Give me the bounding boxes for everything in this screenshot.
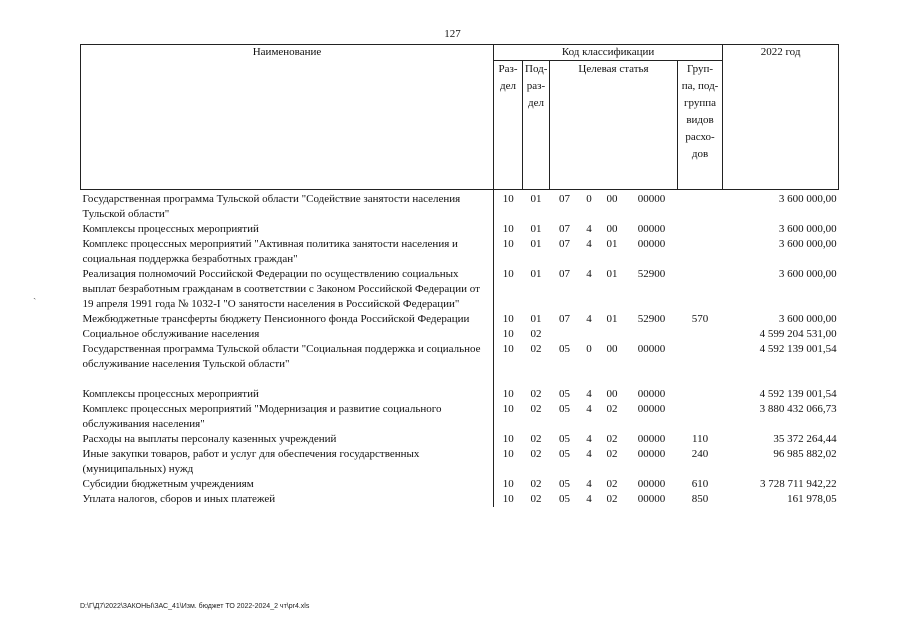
header-target-item: Целевая статья	[550, 61, 678, 190]
row-amount: 4 592 139 001,54	[759, 388, 837, 400]
row-target-program: 07	[559, 223, 570, 235]
row-target-type: 4	[586, 238, 592, 250]
row-target-program: 07	[559, 313, 570, 325]
row-subsection: 02	[530, 478, 542, 490]
row-section: 10	[502, 313, 514, 325]
row-subsection: 02	[530, 388, 542, 400]
row-name: Расходы на выплаты персоналу казенных учреждений	[81, 432, 494, 447]
row-subsection: 02	[530, 403, 542, 415]
row-target-type: 4	[586, 268, 592, 280]
row-target-direction: 52900	[637, 268, 666, 280]
row-target-group: 02	[606, 448, 618, 460]
row-expense-group	[678, 402, 723, 432]
row-target-type: 4	[586, 493, 592, 505]
row-target-type: 4	[586, 448, 592, 460]
row-name: Комплексы процессных мероприятий	[81, 222, 494, 237]
table-row	[81, 327, 839, 342]
row-subsection: 02	[530, 448, 542, 460]
row-target-group: 02	[606, 433, 618, 445]
row-expense-group	[678, 387, 723, 402]
table-row	[81, 402, 839, 432]
table-row	[81, 267, 839, 312]
table-row	[81, 387, 839, 402]
page-number: 127	[444, 28, 461, 40]
stray-mark: ˏ	[33, 289, 37, 300]
row-name: Государственная программа Тульской области "Содействие занятости населения Тульской области"	[81, 190, 494, 223]
row-section: 10	[502, 448, 514, 460]
header-expense-group: Груп- па, под- группа видов расхо- дов	[678, 61, 723, 190]
row-target-type: 0	[586, 343, 592, 355]
row-target-direction: 00000	[637, 493, 666, 505]
row-target-direction: 00000	[637, 343, 666, 355]
row-target-program: 05	[559, 493, 570, 505]
table-row	[81, 477, 839, 492]
table-row	[81, 312, 839, 327]
row-target-program: 07	[559, 193, 570, 205]
row-section: 10	[502, 223, 514, 235]
row-section: 10	[502, 478, 514, 490]
row-target-group: 01	[606, 268, 618, 280]
row-target-direction: 00000	[637, 448, 666, 460]
row-target-group: 02	[606, 478, 618, 490]
row-amount: 3 880 432 066,73	[759, 403, 837, 415]
row-target-type: 4	[586, 433, 592, 445]
row-expense-group: 240	[691, 448, 709, 460]
row-amount: 3 600 000,00	[778, 268, 837, 280]
row-name: Реализация полномочий Российской Федерации по осуществлению социальных выплат безработным гражданам в соответствии с Законом Российской Федерации от 19 апреля 1991 года № 1032-I "О занятости населения в Российской Федерации"	[81, 267, 494, 312]
row-target-program: 07	[559, 238, 570, 250]
table-row	[81, 492, 839, 507]
header-year: 2022 год	[723, 45, 839, 190]
row-target-program: 05	[559, 433, 570, 445]
row-target-direction: 00000	[637, 478, 666, 490]
row-target-group: 02	[606, 403, 618, 415]
row-target-direction: 52900	[637, 313, 666, 325]
row-name: Уплата налогов, сборов и иных платежей	[81, 492, 494, 507]
row-target-direction: 00000	[637, 223, 666, 235]
row-section: 10	[502, 403, 514, 415]
row-subsection: 02	[530, 493, 542, 505]
row-subsection: 01	[530, 193, 542, 205]
row-expense-group	[678, 222, 723, 237]
row-target-direction: 00000	[637, 388, 666, 400]
row-target-group: 00	[606, 193, 618, 205]
table-row	[81, 432, 839, 447]
table-row	[81, 447, 839, 477]
row-section: 10	[502, 238, 514, 250]
row-subsection: 01	[530, 268, 542, 280]
row-expense-group	[678, 190, 723, 223]
row-target-group: 02	[606, 493, 618, 505]
row-section: 10	[502, 388, 514, 400]
row-amount: 35 372 264,44	[773, 433, 837, 445]
row-target-program: 07	[559, 268, 570, 280]
row-section: 10	[502, 328, 514, 340]
row-subsection: 02	[530, 433, 542, 445]
row-name: Комплексы процессных мероприятий	[81, 387, 494, 402]
spacer-row	[81, 372, 839, 387]
header-name: Наименование	[81, 45, 494, 190]
row-expense-group: 850	[691, 493, 709, 505]
row-target-program: 05	[559, 448, 570, 460]
table-row	[81, 222, 839, 237]
row-target-type: 4	[586, 388, 592, 400]
row-target-program: 05	[559, 388, 570, 400]
row-target-direction: 00000	[637, 193, 666, 205]
row-target-type: 4	[586, 403, 592, 415]
row-section: 10	[502, 493, 514, 505]
row-name: Социальное обслуживание населения	[81, 327, 494, 342]
row-subsection: 02	[530, 343, 542, 355]
row-expense-group	[678, 327, 723, 342]
row-expense-group: 110	[691, 433, 709, 445]
row-subsection: 02	[530, 328, 542, 340]
row-target-type: 0	[586, 193, 592, 205]
row-amount: 161 978,05	[787, 493, 837, 505]
row-section: 10	[502, 433, 514, 445]
row-target-group	[599, 327, 626, 342]
row-subsection: 01	[530, 223, 542, 235]
row-amount: 3 728 711 942,22	[759, 478, 837, 490]
table-row	[81, 190, 839, 223]
row-expense-group: 570	[691, 313, 709, 325]
row-target-group: 01	[606, 313, 618, 325]
row-target-type: 4	[586, 223, 592, 235]
row-target-program	[550, 327, 580, 342]
row-target-group: 00	[606, 223, 618, 235]
table-row	[81, 237, 839, 267]
row-target-type: 4	[586, 313, 592, 325]
row-target-direction: 00000	[637, 403, 666, 415]
row-target-program: 05	[559, 343, 570, 355]
header-classification: Код классификации	[494, 45, 723, 61]
row-amount: 4 592 139 001,54	[759, 343, 837, 355]
row-target-program: 05	[559, 478, 570, 490]
row-amount: 3 600 000,00	[778, 223, 837, 235]
row-amount: 3 600 000,00	[778, 313, 837, 325]
row-target-type: 4	[586, 478, 592, 490]
table-row	[81, 342, 839, 372]
header-section: Раз- дел	[494, 61, 523, 190]
row-target-program: 05	[559, 403, 570, 415]
row-expense-group	[678, 237, 723, 267]
row-amount: 4 599 204 531,00	[759, 328, 837, 340]
file-path-footer: D:\Г\Д7\2022\ЗАКОНЫ\ЗАС_41\Изм. бюджет ТО 2022-2024_2 чт\pr4.xls	[80, 603, 310, 610]
row-target-group: 00	[606, 388, 618, 400]
row-expense-group: 610	[691, 478, 709, 490]
row-target-direction: 00000	[637, 238, 666, 250]
row-target-group: 01	[606, 238, 618, 250]
row-target-direction: 00000	[637, 433, 666, 445]
row-section: 10	[502, 193, 514, 205]
row-name: Межбюджетные трансферты бюджету Пенсионного фонда Российской Федерации	[81, 312, 494, 327]
row-section: 10	[502, 343, 514, 355]
header-subsection: Под- раз- дел	[523, 61, 550, 190]
row-section: 10	[502, 268, 514, 280]
row-name: Комплекс процессных мероприятий "Активная политика занятости населения и социальная поддержка безработных граждан"	[81, 237, 494, 267]
row-amount: 3 600 000,00	[778, 238, 837, 250]
row-subsection: 01	[530, 238, 542, 250]
row-target-direction	[626, 327, 678, 342]
row-target-group: 00	[606, 343, 618, 355]
row-name: Субсидии бюджетным учреждениям	[81, 477, 494, 492]
row-name: Государственная программа Тульской области "Социальная поддержка и социальное обслуживание населения Тульской области"	[81, 342, 494, 372]
table-body	[81, 190, 839, 508]
row-expense-group	[678, 342, 723, 372]
budget-table	[80, 44, 839, 507]
row-amount: 96 985 882,02	[773, 448, 837, 460]
row-name: Комплекс процессных мероприятий "Модернизация и развитие социального обслуживания населения"	[81, 402, 494, 432]
row-subsection: 01	[530, 313, 542, 325]
row-amount: 3 600 000,00	[778, 193, 837, 205]
row-name: Иные закупки товаров, работ и услуг для обеспечения государственных (муниципальных) нужд	[81, 447, 494, 477]
row-expense-group	[678, 267, 723, 312]
row-target-type	[580, 327, 599, 342]
